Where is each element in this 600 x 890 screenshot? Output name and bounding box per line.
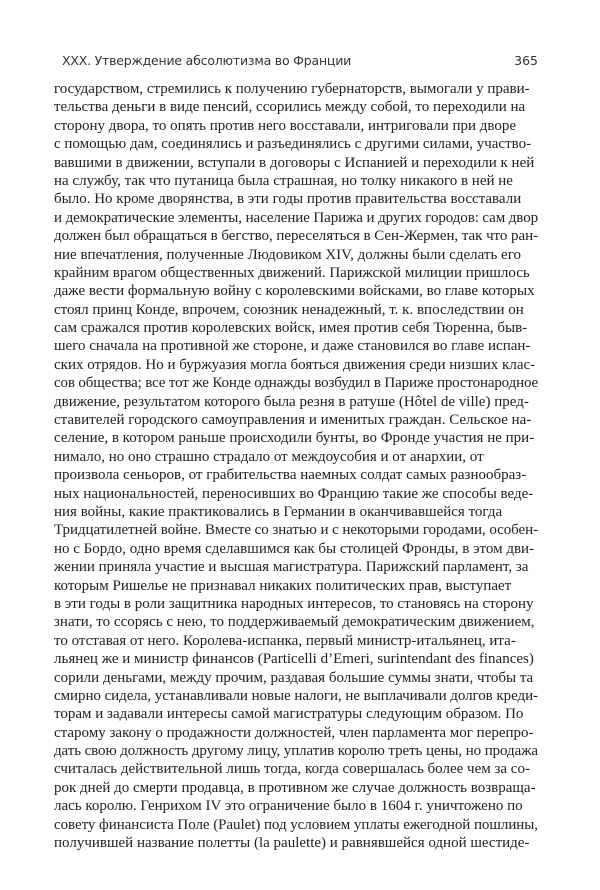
text-line: но с Бордо, одно время сделавшимся как бы столицей Фронды, в этом дви- [54,540,535,557]
text-line: сов общества; все тот же Конде однажды возбудил в Париже простонародное [54,375,538,392]
text-line: совету финансиста Поле (Paulet) под условием уплаты ежегодной пошлины, [54,816,538,833]
text-line: сторону двора, то опять против него восставали, интриговали при дворе [54,117,517,134]
body-text [54,80,538,852]
text-line: движение, результатом которого была резня в ратуше (Hôtel de ville) пред- [54,393,529,410]
text-line: ставителей городского самоуправления и именитых граждан. Сельское на- [54,412,532,429]
text-line: на службу, так что путаница была страшная, но толку никакого в ней не [54,172,513,189]
text-line: сам сражался против королевских войск, имея против себя Тюренна, быв- [54,320,528,337]
text-line: сорили деньгами, между прочим, раздавая большие суммы знати, чтобы та [54,669,534,686]
text-line: дать свою должность другому лицу, уплатив королю треть цены, но продажа [54,743,538,760]
text-line: ских отрядов. Но и буржуазия могла бояться движения среди низших клас- [54,356,536,373]
text-line: вавшими в движении, вступали в договоры с Испанией и переходили к ней [54,154,535,171]
chapter-title: XXX. Утверждение абсолютизма во Франции [62,53,352,68]
text-line: нимало, но оно страшно страдало от междоусобия и от анархии, от [54,448,484,465]
text-line: рок дней до смерти продавца, в противном же случае должность возвраща- [54,779,536,796]
text-line: государством, стремились к получению губернаторств, вымогали у прави- [54,81,530,97]
text-line: должен был обращаться в бегство, переселяться в Сен-Жермен, так что ран- [54,228,538,245]
text-line: считалась действительной лишь тогда, когда совершалась более чем за со- [54,761,530,778]
text-line: получившей название полетты (la paulette) и равнявшейся одной шестиде- [54,835,530,852]
page-number: 365 [514,53,538,68]
text-line: с помощью дам, соединялись и разъединялись с другими силами, участво- [54,136,532,153]
text-line: знати, то ссорясь с нею, то поддерживаемый демократическим движением, [54,614,535,631]
text-line: тельства деньги в виде пенсий, ссорились между собой, то переходили на [54,99,526,116]
running-header [62,53,538,71]
text-line: льянец же и министр финансов (Particelli d’Emeri, surintendant des finances) [54,651,534,668]
text-line: произвола сеньоров, от грабительства наемных солдат самых разнообраз- [54,467,527,484]
text-line: ние впечатления, полученные Людовиком XIV, должны были сделать его [54,246,521,263]
text-line: ных национальностей, переносивших во Францию такие же способы веде- [54,485,534,502]
text-line: стоял принц Конде, впрочем, союзник ненадежный, т. к. впоследствии он [54,301,524,318]
text-line: торам и задавали интересы самой магистратуры следующим образом. По [54,706,524,723]
text-line: Тридцатилетней войне. Вместе со знатью и с некоторыми городами, особен- [54,522,538,539]
text-line: даже вести формальную войну с королевскими войсками, во главе которых [54,283,535,300]
text-line: было. Но кроме дворянства, в эти годы против правительства восставали [54,191,522,208]
text-line: селение, в котором раньше происходили бунты, во Фронде участия не при- [54,430,535,447]
text-line: лась королю. Генрихом IV это ограничение было в 1604 г. уничтожено по [54,798,523,815]
text-line: шего сначала на противной же стороне, и даже становился во главе испан- [54,338,531,355]
text-line: которым Ришелье не признавал никаких политических прав, выступает [54,577,512,594]
text-line: смирно сидела, устанавливали новые налоги, не выплачивали долгов креди- [54,687,538,704]
text-line: то отставая от него. Королева-испанка, первый министр-итальянец, ита- [54,632,516,649]
text-line: старому закону о продажности должностей, член парламента мог перепро- [54,724,534,741]
text-line: ния войны, какие практиковались в Германии в оканчивавшейся тогда [54,503,503,520]
text-line: и демократические элементы, население Парижа и других городов: сам двор [54,209,538,226]
text-line: в эти годы в роли защитника народных интересов, то становясь на сторону [54,595,534,612]
text-line: крайним врагом общественных движений. Парижской милиции пришлось [54,264,530,281]
text-line: жении приняла участие и высшая магистратура. Парижский парламент, за [54,559,529,576]
